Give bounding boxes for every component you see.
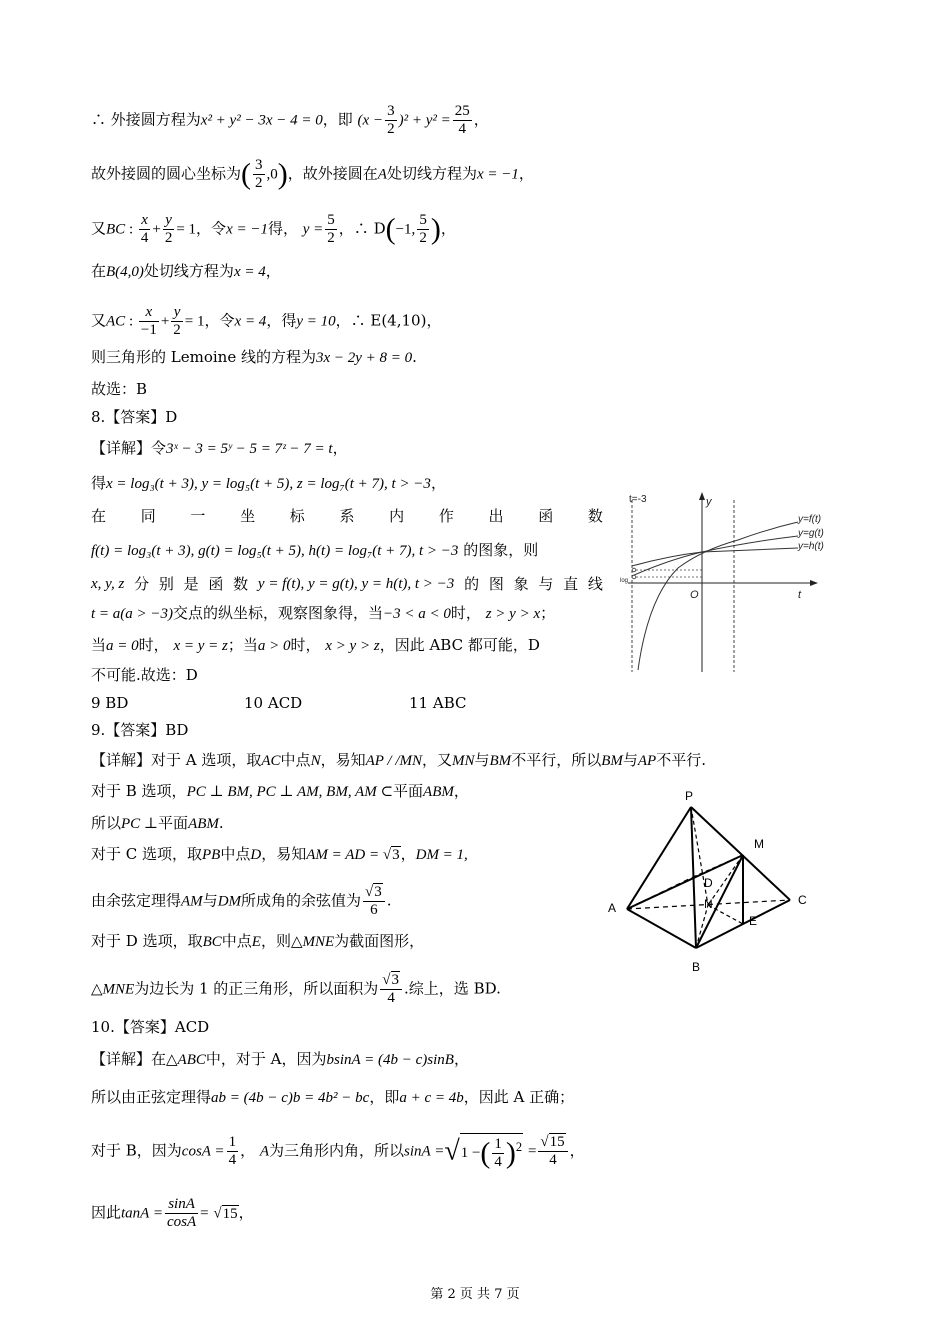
- detail-8-start: 【详解】令3ˣ − 3 = 5ʸ − 5 = 7ᶻ − 7 = t，: [91, 439, 348, 457]
- fraction: $\frac{3}{2}$: [387, 103, 395, 137]
- detail-10-tan: 因此tanA = $\frac{\sin A}{\cos A}$ = √15，: [91, 1196, 254, 1230]
- answer-10: 10.【答案】ACD: [91, 1018, 210, 1036]
- justified-line-graph: 在 同 一 坐 标 系 内 作 出 函 数: [91, 507, 603, 525]
- justified-line-xyz: x, y, z 分 别 是 函 数 y = f(t), y = g(t), y = h(t), t > −3 的 图 象 与 直 线: [91, 575, 603, 593]
- detail-9-d: 对于 D 选项，取BC中点E，则△MNE为截面图形，: [91, 932, 425, 950]
- answer-summary-9: 9 BD: [91, 694, 129, 712]
- vertex-label-e: E: [749, 914, 758, 928]
- answer-8: 8.【答案】D: [91, 408, 178, 426]
- page-footer: 第 2 页 共 7 页: [430, 1287, 520, 1302]
- detail-9-c: 对于 C 选项，取PB中点D，易知AM = AD = √3，DM = 1,: [91, 845, 468, 863]
- t-arrow: [810, 580, 818, 586]
- vertex-label-n: N: [704, 897, 713, 911]
- vertex-label-d: D: [704, 876, 713, 890]
- label-o: O: [690, 589, 699, 601]
- fraction: $\frac{25}{4}$: [454, 103, 470, 137]
- label-h: y=h(t): [798, 541, 824, 552]
- line-ac: 又AC : $\frac{x}{-1}$ + $\frac{y}{2}$ = 1，令x = 4，得y = 10，∴ E(4,10)，: [91, 304, 442, 338]
- detail-9-d2: △MNE为边长为 1 的正三角形，所以面积为 $\frac{√3}{4}$ .综上，选 BD.: [91, 972, 501, 1006]
- line-tangent-b: 在B(4,0)处切线方程为x = 4，: [91, 262, 281, 280]
- detail-8-end: 不可能.故选：D: [91, 666, 198, 684]
- detail-9-c2: 由余弦定理得AM与DM所成角的余弦值为 $\frac{√3}{6}$ .: [91, 884, 392, 918]
- label-g: y=g(t): [798, 528, 824, 539]
- open-point-2: [632, 575, 636, 579]
- label-t: t: [798, 589, 802, 601]
- y-arrow: [699, 492, 705, 500]
- detail-9-b: 对于 B 选项，PC ⊥ BM, PC ⊥ AM, BM, AM ⊂平面ABM，: [91, 782, 469, 800]
- label-f: y=f(t): [798, 514, 822, 525]
- detail-9-b2: 所以PC ⊥平面ABM.: [91, 814, 224, 832]
- line-lemoine: 则三角形的 Lemoine 线的方程为3x − 2y + 8 = 0.: [91, 348, 417, 366]
- vertex-label-m: M: [754, 837, 764, 851]
- line-circle-center: 故外接圆的圆心坐标为( $\frac{3}{2}$ ,0)，故外接圆在A处切线方程为x = −1，: [91, 157, 534, 191]
- detail-8-case1: t = a(a > −3)交点的纵坐标，观察图象得，当−3 < a < 0时， z > y > x；: [91, 604, 556, 622]
- edge-ab: [627, 909, 696, 948]
- line-choice-b: 故选：B: [91, 380, 148, 398]
- answer-summary-10: 10 ACD: [244, 694, 303, 712]
- label-log: log: [620, 578, 629, 584]
- detail-10-b: 对于 B，因为cosA = $\frac{1}{4}$ ， A为三角形内角，所以sinA =√1 −( $\frac{1}{4}$ )$^2$ = $\frac{√15}{4}$ ，: [91, 1133, 585, 1171]
- log-functions-graph: [618, 488, 840, 676]
- line-bc: 又BC : $\frac{x}{4}$ + $\frac{y}{2}$ = 1，令x = −1得， y = $\frac{5}{2}$ ，∴ D(−1, $\frac{5}{2}$ )，: [91, 212, 456, 246]
- curve-f: [638, 522, 798, 670]
- detail-10-a: 【详解】在△ABC中，对于 A，因为bsinA = (4b − c)sinB，: [91, 1050, 469, 1068]
- label-y: y: [706, 496, 712, 508]
- curve-h: [632, 548, 798, 576]
- answer-9: 9.【答案】BD: [91, 721, 189, 739]
- line-circle-equation: ∴ 外接圆方程为x² + y² − 3x − 4 = 0，即 (x − $\frac{3}{2}$ )² + y² = $\frac{25}{4}$ ，: [91, 103, 489, 137]
- tetrahedron-figure: [600, 785, 820, 980]
- label-t-minus3: t=-3: [629, 494, 647, 505]
- detail-8-functions: f(t) = log₃(t + 3), g(t) = log₅(t + 5), h(t) = log₇(t + 7), t > −3 的图象，则: [91, 541, 539, 559]
- vertex-label-c: C: [798, 893, 807, 907]
- vertex-label-p: P: [685, 789, 694, 803]
- vertex-label-b: B: [692, 960, 701, 974]
- open-point-1: [632, 568, 636, 572]
- vertex-label-a: A: [608, 901, 617, 915]
- detail-8-logs: 得x = log₃(t + 3), y = log₅(t + 5), z = log₇(t + 7), t > −3，: [91, 474, 446, 492]
- detail-9-a: 【详解】对于 A 选项，取AC中点N，易知AP / /MN，又MN与BM不平行，所以BM与AP不平行.: [91, 751, 706, 769]
- answer-summary-11: 11 ABC: [409, 694, 467, 712]
- detail-8-case2: 当a = 0时， x = y = z；当a > 0时， x > y > z，因此 ABC 都可能，D: [91, 636, 540, 654]
- detail-10-a2: 所以由正弦定理得ab = (4b − c)b = 4b² − bc，即a + c = 4b，因此 A 正确；: [91, 1088, 575, 1106]
